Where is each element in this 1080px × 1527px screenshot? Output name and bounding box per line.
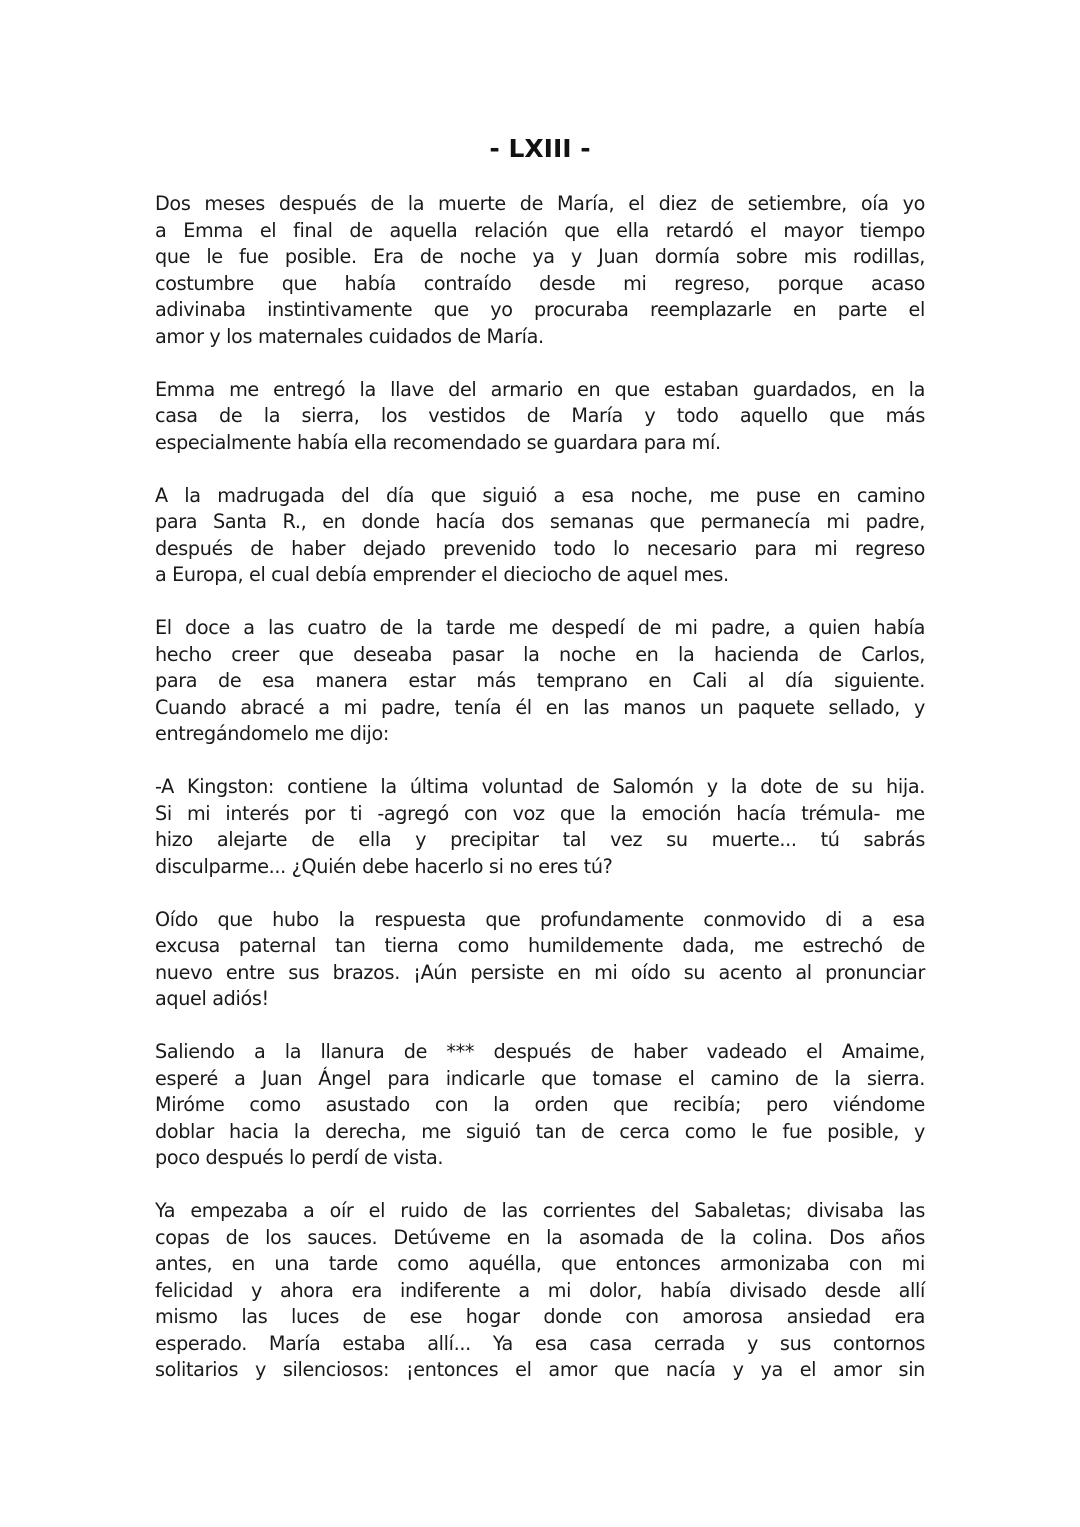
text-line: para Santa R., en donde hacía dos semanas que permanecía mi padre,: [155, 510, 925, 533]
text-line: Si mi interés por ti -agregó con voz que la emoción hacía trémula- me: [155, 801, 925, 825]
text-line: aquel adiós!: [155, 987, 269, 1010]
text-line: nuevo entre sus brazos. ¡Aún persiste en mi oído su acento al pronunciar: [155, 960, 925, 984]
text-line: a Europa, el cual debía emprender el dieciocho de aquel mes.: [155, 563, 729, 586]
text-line: antes, en una tarde como aquélla, que entonces armonizaba con mi: [155, 1252, 925, 1275]
chapter-body: [155, 191, 925, 1410]
paragraph-5: [155, 774, 925, 880]
text-line: Saliendo a la llanura de *** después de haber vadeado el Amaime,: [155, 1040, 925, 1063]
text-line: Cuando abracé a mi padre, tenía él en las manos un paquete sellado, y: [155, 695, 925, 719]
text-line: felicidad y ahora era indiferente a mi dolor, había divisado desde allí: [155, 1278, 925, 1302]
paragraph-8: [155, 1198, 925, 1384]
text-line: Emma me entregó la llave del armario en que estaban guardados, en la: [155, 377, 925, 401]
text-line: excusa paternal tan tierna como humildemente dada, me estrechó de: [155, 934, 925, 957]
text-line: adivinaba instintivamente que yo procuraba reemplazarle en parte el: [155, 298, 925, 321]
text-line: hizo alejarte de ella y precipitar tal vez su muerte... tú sabrás: [155, 828, 925, 851]
text-line: costumbre que había contraído desde mi regreso, porque acaso: [155, 271, 925, 295]
text-line: doblar hacia la derecha, me siguió tan de cerca como le fue posible, y: [155, 1119, 925, 1143]
text-line: después de haber dejado prevenido todo lo necesario para mi regreso: [155, 536, 925, 560]
text-line: poco después lo perdí de vista.: [155, 1146, 444, 1169]
text-line: casa de la sierra, los vestidos de María y todo aquello que más: [155, 404, 925, 427]
text-line: copas de los sauces. Detúveme en la asomada de la colina. Dos años: [155, 1225, 925, 1249]
text-line: Miróme como asustado con la orden que recibía; pero viéndome: [155, 1093, 925, 1116]
text-line: hecho creer que deseaba pasar la noche en la hacienda de Carlos,: [155, 642, 925, 666]
text-line: -A Kingston: contiene la última voluntad de Salomón y la dote de su hija.: [155, 775, 925, 798]
text-line: esperé a Juan Ángel para indicarle que tomase el camino de la sierra.: [155, 1066, 925, 1090]
text-line: entregándomelo me dijo:: [155, 722, 390, 745]
chapter-title: - LXIII -: [489, 134, 591, 163]
paragraph-7: [155, 1039, 925, 1172]
text-line: para de esa manera estar más temprano en Cali al día siguiente.: [155, 669, 925, 692]
paragraph-4: [155, 615, 925, 748]
text-line: especialmente había ella recomendado se guardara para mí.: [155, 430, 721, 454]
text-line: Oído que hubo la respuesta que profundamente conmovido di a esa: [155, 907, 925, 931]
text-line: amor y los maternales cuidados de María.: [155, 324, 544, 348]
paragraph-2: [155, 377, 925, 457]
text-line: a Emma el final de aquella relación que ella retardó el mayor tiempo: [155, 218, 925, 242]
text-line: solitarios y silenciosos: ¡entonces el amor que nacía y ya el amor sin: [155, 1358, 925, 1381]
text-line: mismo las luces de ese hogar donde con amorosa ansiedad era: [155, 1305, 925, 1328]
paragraph-6: [155, 907, 925, 1013]
text-line: Dos meses después de la muerte de María, el diez de setiembre, oía yo: [155, 192, 925, 215]
text-line: que le fue posible. Era de noche ya y Juan dormía sobre mis rodillas,: [155, 245, 925, 268]
text-line: A la madrugada del día que siguió a esa noche, me puse en camino: [155, 483, 925, 507]
text-line: Ya empezaba a oír el ruido de las corrientes del Sabaletas; divisaba las: [155, 1199, 925, 1222]
text-line: El doce a las cuatro de la tarde me despedí de mi padre, a quien había: [155, 616, 925, 639]
text-line: esperado. María estaba allí... Ya esa casa cerrada y sus contornos: [155, 1331, 925, 1355]
text-line: disculparme... ¿Quién debe hacerlo si no eres tú?: [155, 854, 613, 878]
paragraph-1: [155, 191, 925, 350]
paragraph-3: [155, 483, 925, 589]
